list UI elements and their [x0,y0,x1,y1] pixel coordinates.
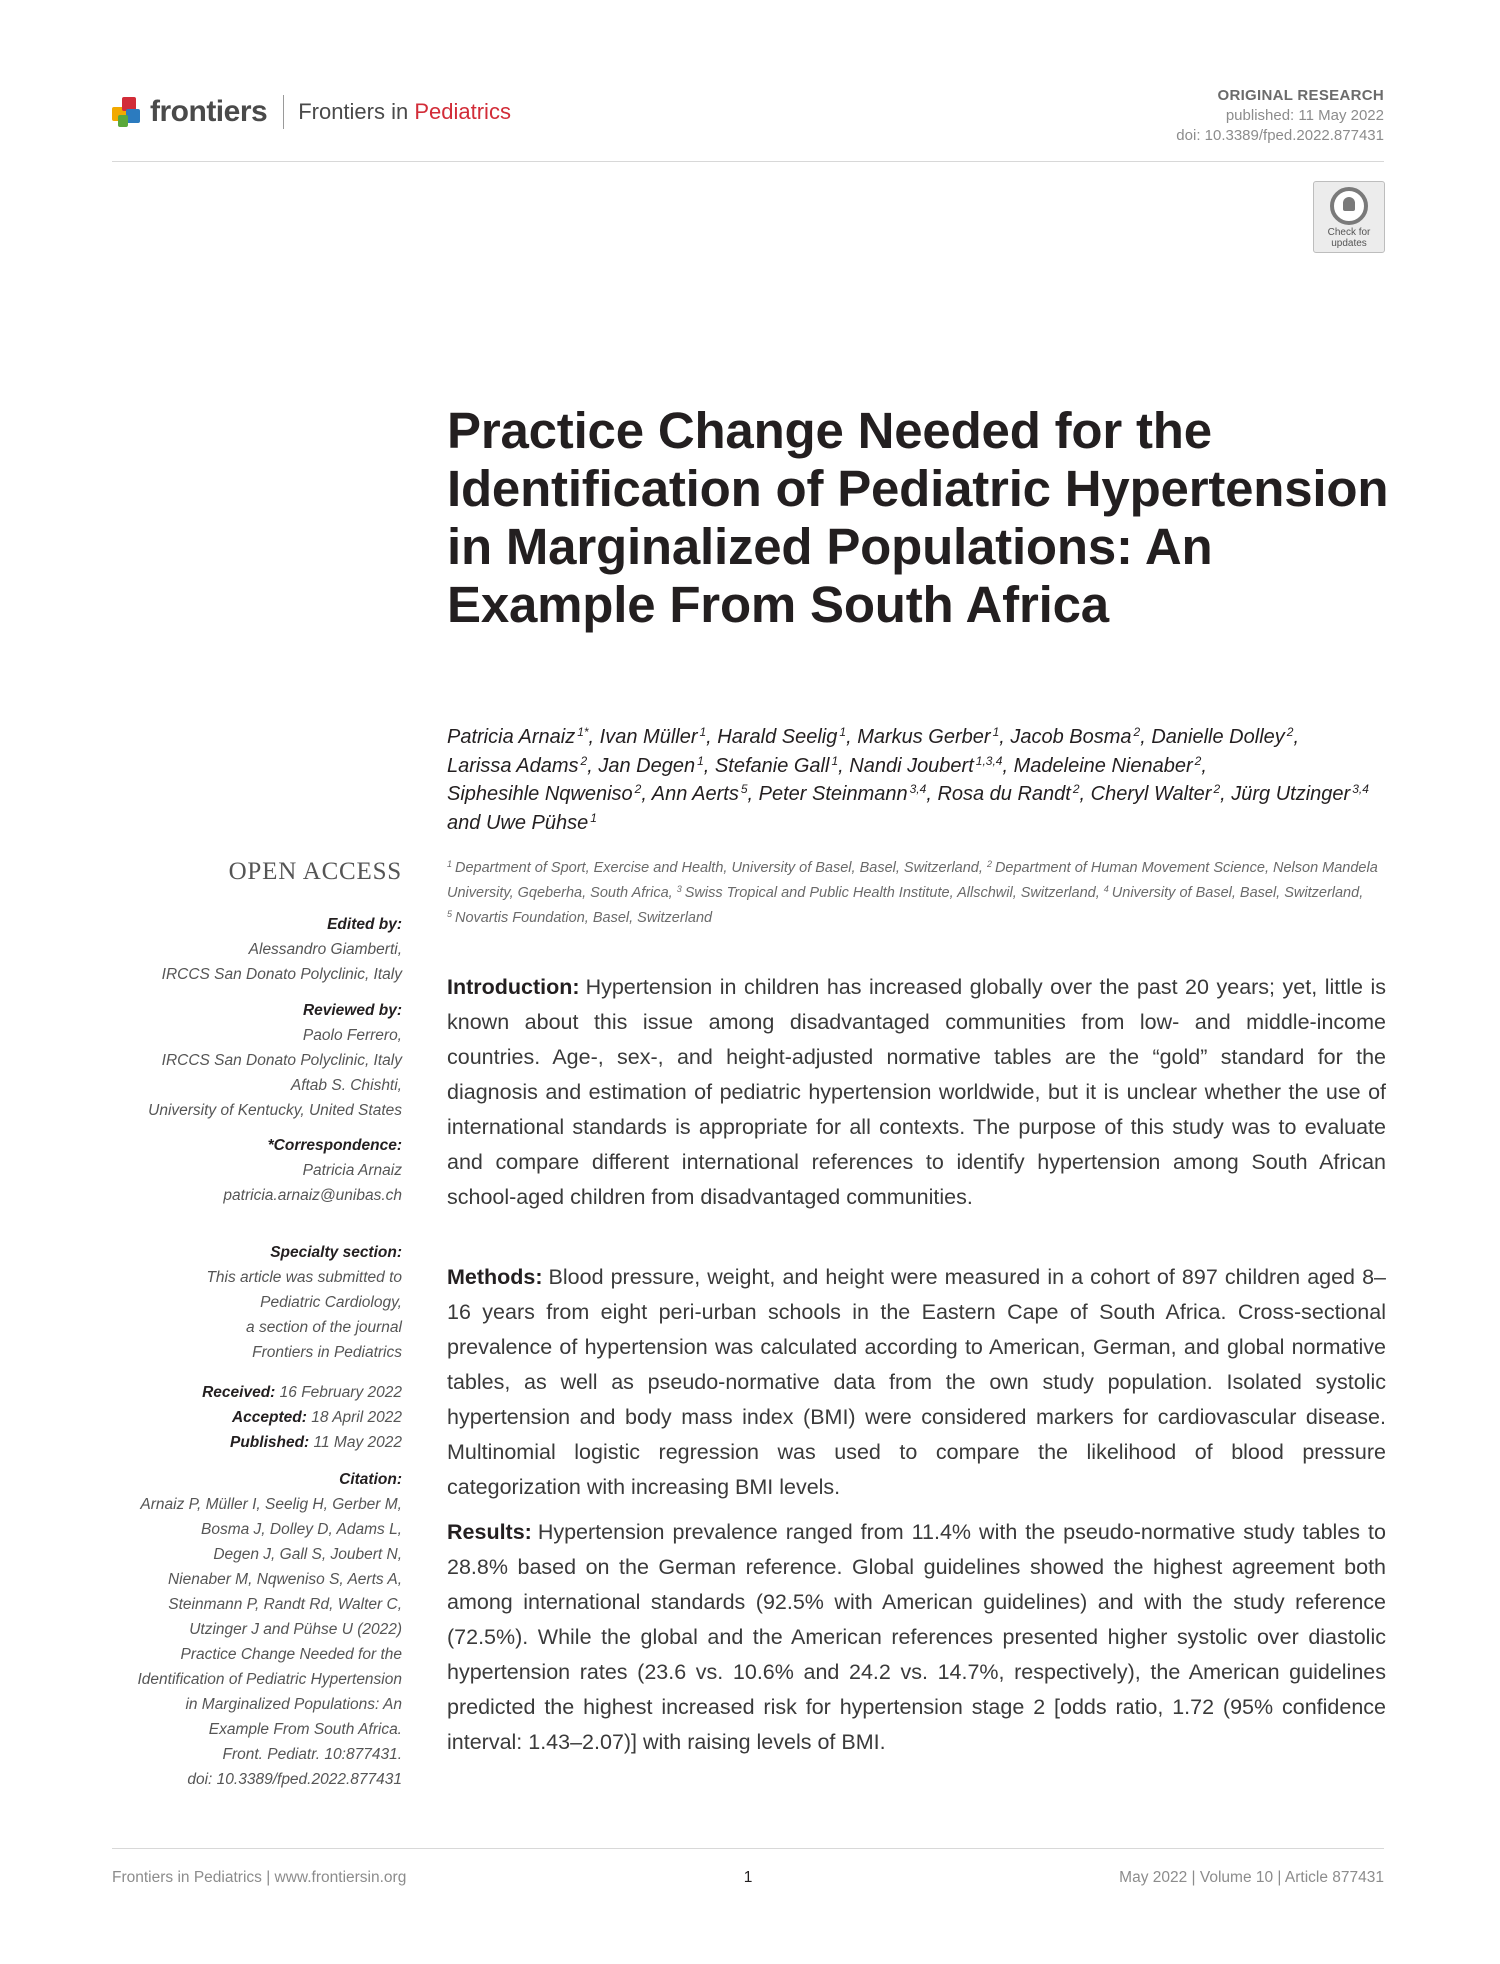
author-affiliation-marker: 2 [1286,725,1294,739]
affiliation-text: Department of Human Movement Science, Nelson Mandela University, Gqeberha, South Africa, [447,860,1378,901]
results-text: Hypertension prevalence ranged from 11.4% with the pseudo-normative study tables to 28.8% based on the German reference. Global guidelines showed the highest agreement both among international standards (92.5% with American guidelines) and with the study reference (72.5%). While the global and the American references presented higher systolic over diastolic hypertension rates (23.6 vs. 10.6% and 24.2 vs. 14.7%, respectively), the American guidelines predicted the highest increased risk for hypertension stage 2 [odds ratio, 1.72 (95% confidence interval: 1.43–2.07)] with raising levels of BMI. [447,1520,1386,1754]
reviewed-by-label: Reviewed by: [302,1002,402,1019]
author-affiliation-marker: 1 [839,725,847,739]
affiliation-number: 3 [676,884,682,894]
author-name-text: Danielle Dolley [1151,726,1285,748]
citation-line: Identification of Pediatric Hypertension [137,1671,402,1688]
author-name-text: Ivan Müller [599,726,698,748]
page-number: 1 [743,1869,753,1886]
citation-line: doi: 10.3389/fped.2022.877431 [187,1771,402,1788]
journal-field: Pediatrics [414,99,511,124]
article-meta [1176,86,1384,146]
footer-journal-link[interactable]: Frontiers in Pediatrics | www.frontiersin.org [112,1869,407,1886]
author-list: Patricia Arnaiz $^{1*}$, Ivan Müller $^1$, Harald Seelig $^1$, Markus Gerber $^1$, Jacob Bosma $^2$, Danielle Dolley $^2$, Larissa Adams $^2$, Jan Degen $^1$, Stefanie Gall $^1$, Nandi Joubert $^{1,3,4}$, Madeleine Nienaber $^2$, Siphesihle Nqweniso $^2$, Ann Aerts $^5$, Peter Steinmann $^{3,4}$, Rosa du Randt $^2$, Cheryl Walter $^2$, Jürg Utzinger $^{3,4}$ and Uwe Pühse $^1$ [447,725,1369,834]
affiliation-text: Department of Sport, Exercise and Health, University of Basel, Basel, Switzerland, [455,860,983,876]
journal-name [298,99,511,125]
author-name-text: Rosa du Randt [937,783,1071,805]
citation-line: Degen J, Gall S, Joubert N, [213,1546,402,1563]
frontiers-logo-icon [112,95,142,129]
page-header [112,86,1384,162]
author-affiliation-marker: 2 [1133,725,1141,739]
page-footer [112,1848,1384,1886]
affiliation-number: 5 [447,909,453,919]
editor-block [112,912,402,987]
affiliation-text: Swiss Tropical and Public Health Institute, Allschwil, Switzerland, [684,885,1100,901]
author-affiliation-marker: 2 [580,753,588,768]
author-affiliation-marker: 1 [992,725,1000,739]
author-name[interactable] [447,726,589,748]
journal-prefix: Frontiers in [298,99,415,124]
article-type: ORIGINAL RESEARCH [1217,87,1384,104]
author-name-text: Cheryl Walter [1090,783,1212,805]
author-name-text: Jacob Bosma [1010,726,1132,748]
author-name-text: Harald Seelig [717,726,838,748]
author-affiliation-marker: 1 [697,753,704,768]
citation-line: Bosma J, Dolley D, Adams L, [201,1521,402,1538]
author-name-text: Stefanie Gall [714,754,830,777]
abstract-results [447,1515,1386,1760]
methods-text: Blood pressure, weight, and height were measured in a cohort of 897 children aged 8–16 years from eight peri-urban schools in the Eastern Cape of South Africa. Cross-sectional prevalence of hypertension was calculated according to American, German, and global normative tables, as well as pseudo-normative data from the own study population. Isolated systolic hypertension and body mass index (BMI) were considered markers for cardiovascular disease. Multinomial logistic regression was used to compare the likelihood of blood pressure categorization with increasing BMI levels. [447,1265,1386,1499]
citation-block [112,1467,402,1792]
results-heading: Results: [447,1520,532,1544]
author-name-text: Ann Aerts [651,783,739,805]
citation-line: Steinmann P, Randt Rd, Walter C, [168,1596,402,1613]
author-name-text: Madeleine Nienaber [1013,754,1193,777]
edited-by-label: Edited by: [327,916,402,933]
published-label: Published: [229,1434,310,1451]
author-name[interactable] [598,755,703,777]
reviewer-name: Paolo Ferrero, [302,1027,402,1044]
author-affiliation-marker: 2 [1194,753,1202,768]
citation-line: Front. Pediatr. 10:877431. [222,1746,402,1763]
affiliation-text: University of Basel, Basel, Switzerland, [1111,885,1364,901]
specialty-block [112,1240,402,1365]
abstract-introduction [447,970,1386,1215]
author-name[interactable] [857,726,999,748]
affiliation-number: 4 [1103,884,1109,894]
accepted-value: 18 April 2022 [311,1409,402,1426]
specialty-line: Pediatric Cardiology, [260,1294,402,1311]
author-name-text: Siphesihle Nqweniso [447,783,633,805]
received-date [112,1380,402,1405]
logo-divider [283,95,284,129]
author-name[interactable] [715,755,838,777]
reviewer-affiliation: IRCCS San Donato Polyclinic, Italy [161,1052,402,1069]
author-affiliation-marker: 1 [831,753,839,768]
author-affiliation-marker: 1 [590,810,597,825]
check-for-updates-button[interactable] [1313,181,1385,253]
introduction-text: Hypertension in children has increased globally over the past 20 years; yet, little is known about this issue among disadvantaged communities from low- and middle-income countries. Age-, sex-, and height-adjusted normative tables are the “gold” standard for the diagnosis and estimation of pediatric hypertension worldwide, but it is unclear whether the use of international standards is appropriate for all contexts. The purpose of this study was to evaluate and compare different international references to identify hypertension among South African school-aged children from disadvantaged communities. [447,975,1386,1209]
author-affiliation-marker: 1,3,4 [975,753,1003,768]
footer-volume-info: May 2022 | Volume 10 | Article 877431 [1119,1869,1384,1886]
affiliation-number: 1 [447,859,453,869]
author-name[interactable] [486,812,597,834]
citation-line: Example From South Africa. [208,1721,402,1738]
reviewer-name: Aftab S. Chishti, [290,1077,402,1094]
author-name-text: Nandi Joubert [849,754,974,777]
frontiers-logo[interactable] [112,92,511,132]
received-label: Received: [202,1384,276,1401]
author-name[interactable] [849,755,1002,777]
specialty-label: Specialty section: [270,1244,402,1261]
author-name-text: Markus Gerber [857,726,991,748]
author-affiliation-marker: 2 [634,782,642,796]
citation-line: Arnaiz P, Müller I, Seelig H, Gerber M, [140,1496,402,1513]
reviewer-affiliation: University of Kentucky, United States [148,1102,402,1119]
author-name[interactable] [447,755,587,777]
author-name[interactable] [937,783,1079,805]
affiliations [447,856,1397,931]
author-name-text: Jürg Utzinger [1231,783,1351,805]
affiliation-number: 2 [986,859,992,869]
author-name-text: Peter Steinmann [758,783,908,805]
author-affiliation-marker: 5 [740,782,748,796]
abstract-methods [447,1260,1386,1505]
published-date: published: 11 May 2022 [1225,107,1384,124]
open-access-label: OPEN ACCESS [228,858,402,885]
methods-heading: Methods: [447,1265,543,1289]
introduction-heading: Introduction: [447,975,580,999]
citation-line: in Marginalized Populations: An [185,1696,402,1713]
correspondence-label: *Correspondence: [267,1137,402,1154]
received-value: 16 February 2022 [279,1384,402,1401]
bookmark-icon [1330,187,1368,225]
author-name[interactable] [1151,726,1293,748]
author-affiliation-marker: 2 [1213,782,1221,796]
accepted-date [112,1405,402,1430]
published-sidebar-date [112,1430,402,1455]
author-affiliation-marker: 1 [699,725,707,739]
author-name-text: Larissa Adams [447,754,579,777]
correspondence-email[interactable]: patricia.arnaiz@unibas.ch [223,1187,402,1204]
specialty-line: This article was submitted to [206,1269,402,1286]
author-name-text: Patricia Arnaiz [447,726,576,748]
reviewers-block [112,998,402,1123]
specialty-line: a section of the journal [246,1319,402,1336]
author-name[interactable] [447,783,641,805]
citation-line: Nienaber M, Nqweniso S, Aerts A, [167,1571,402,1588]
author-name[interactable] [1231,783,1369,805]
published-value: 11 May 2022 [313,1434,402,1451]
editor-name: Alessandro Giamberti, [248,941,402,958]
citation-line: Practice Change Needed for the [180,1646,402,1663]
editor-affiliation: IRCCS San Donato Polyclinic, Italy [161,966,402,983]
specialty-line: Frontiers in Pediatrics [252,1344,402,1361]
dates-block [112,1380,402,1455]
correspondence-name: Patricia Arnaiz [302,1162,402,1179]
author-affiliation-marker: 1* [577,725,589,739]
author-name[interactable] [717,726,846,748]
correspondence-block [112,1133,402,1208]
author-affiliation-marker: 3,4 [909,782,927,796]
affiliation-text: Novartis Foundation, Basel, Switzerland [455,910,713,926]
author-name-text: Jan Degen [598,754,696,777]
citation-line: Utzinger J and Pühse U (2022) [189,1621,402,1638]
article-title: Practice Change Needed for the Identification of Pediatric Hypertension in Marginalized Populations: An Example From South Africa [447,402,1389,633]
author-name-text: Uwe Pühse [485,811,589,834]
author-name[interactable] [600,726,707,748]
author-affiliation-marker: 3,4 [1352,782,1369,796]
doi-link[interactable]: doi: 10.3389/fped.2022.877431 [1176,127,1384,144]
logo-wordmark: frontiers [150,95,268,128]
author-name[interactable] [759,783,927,805]
accepted-label: Accepted: [231,1409,307,1426]
author-name[interactable] [1010,726,1140,748]
check-updates-label: Check for updates [1327,227,1371,249]
citation-label: Citation: [339,1471,402,1488]
author-name[interactable] [1014,755,1202,777]
author-name[interactable] [652,783,748,805]
author-affiliation-marker: 2 [1072,782,1080,796]
author-name[interactable] [1091,783,1220,805]
